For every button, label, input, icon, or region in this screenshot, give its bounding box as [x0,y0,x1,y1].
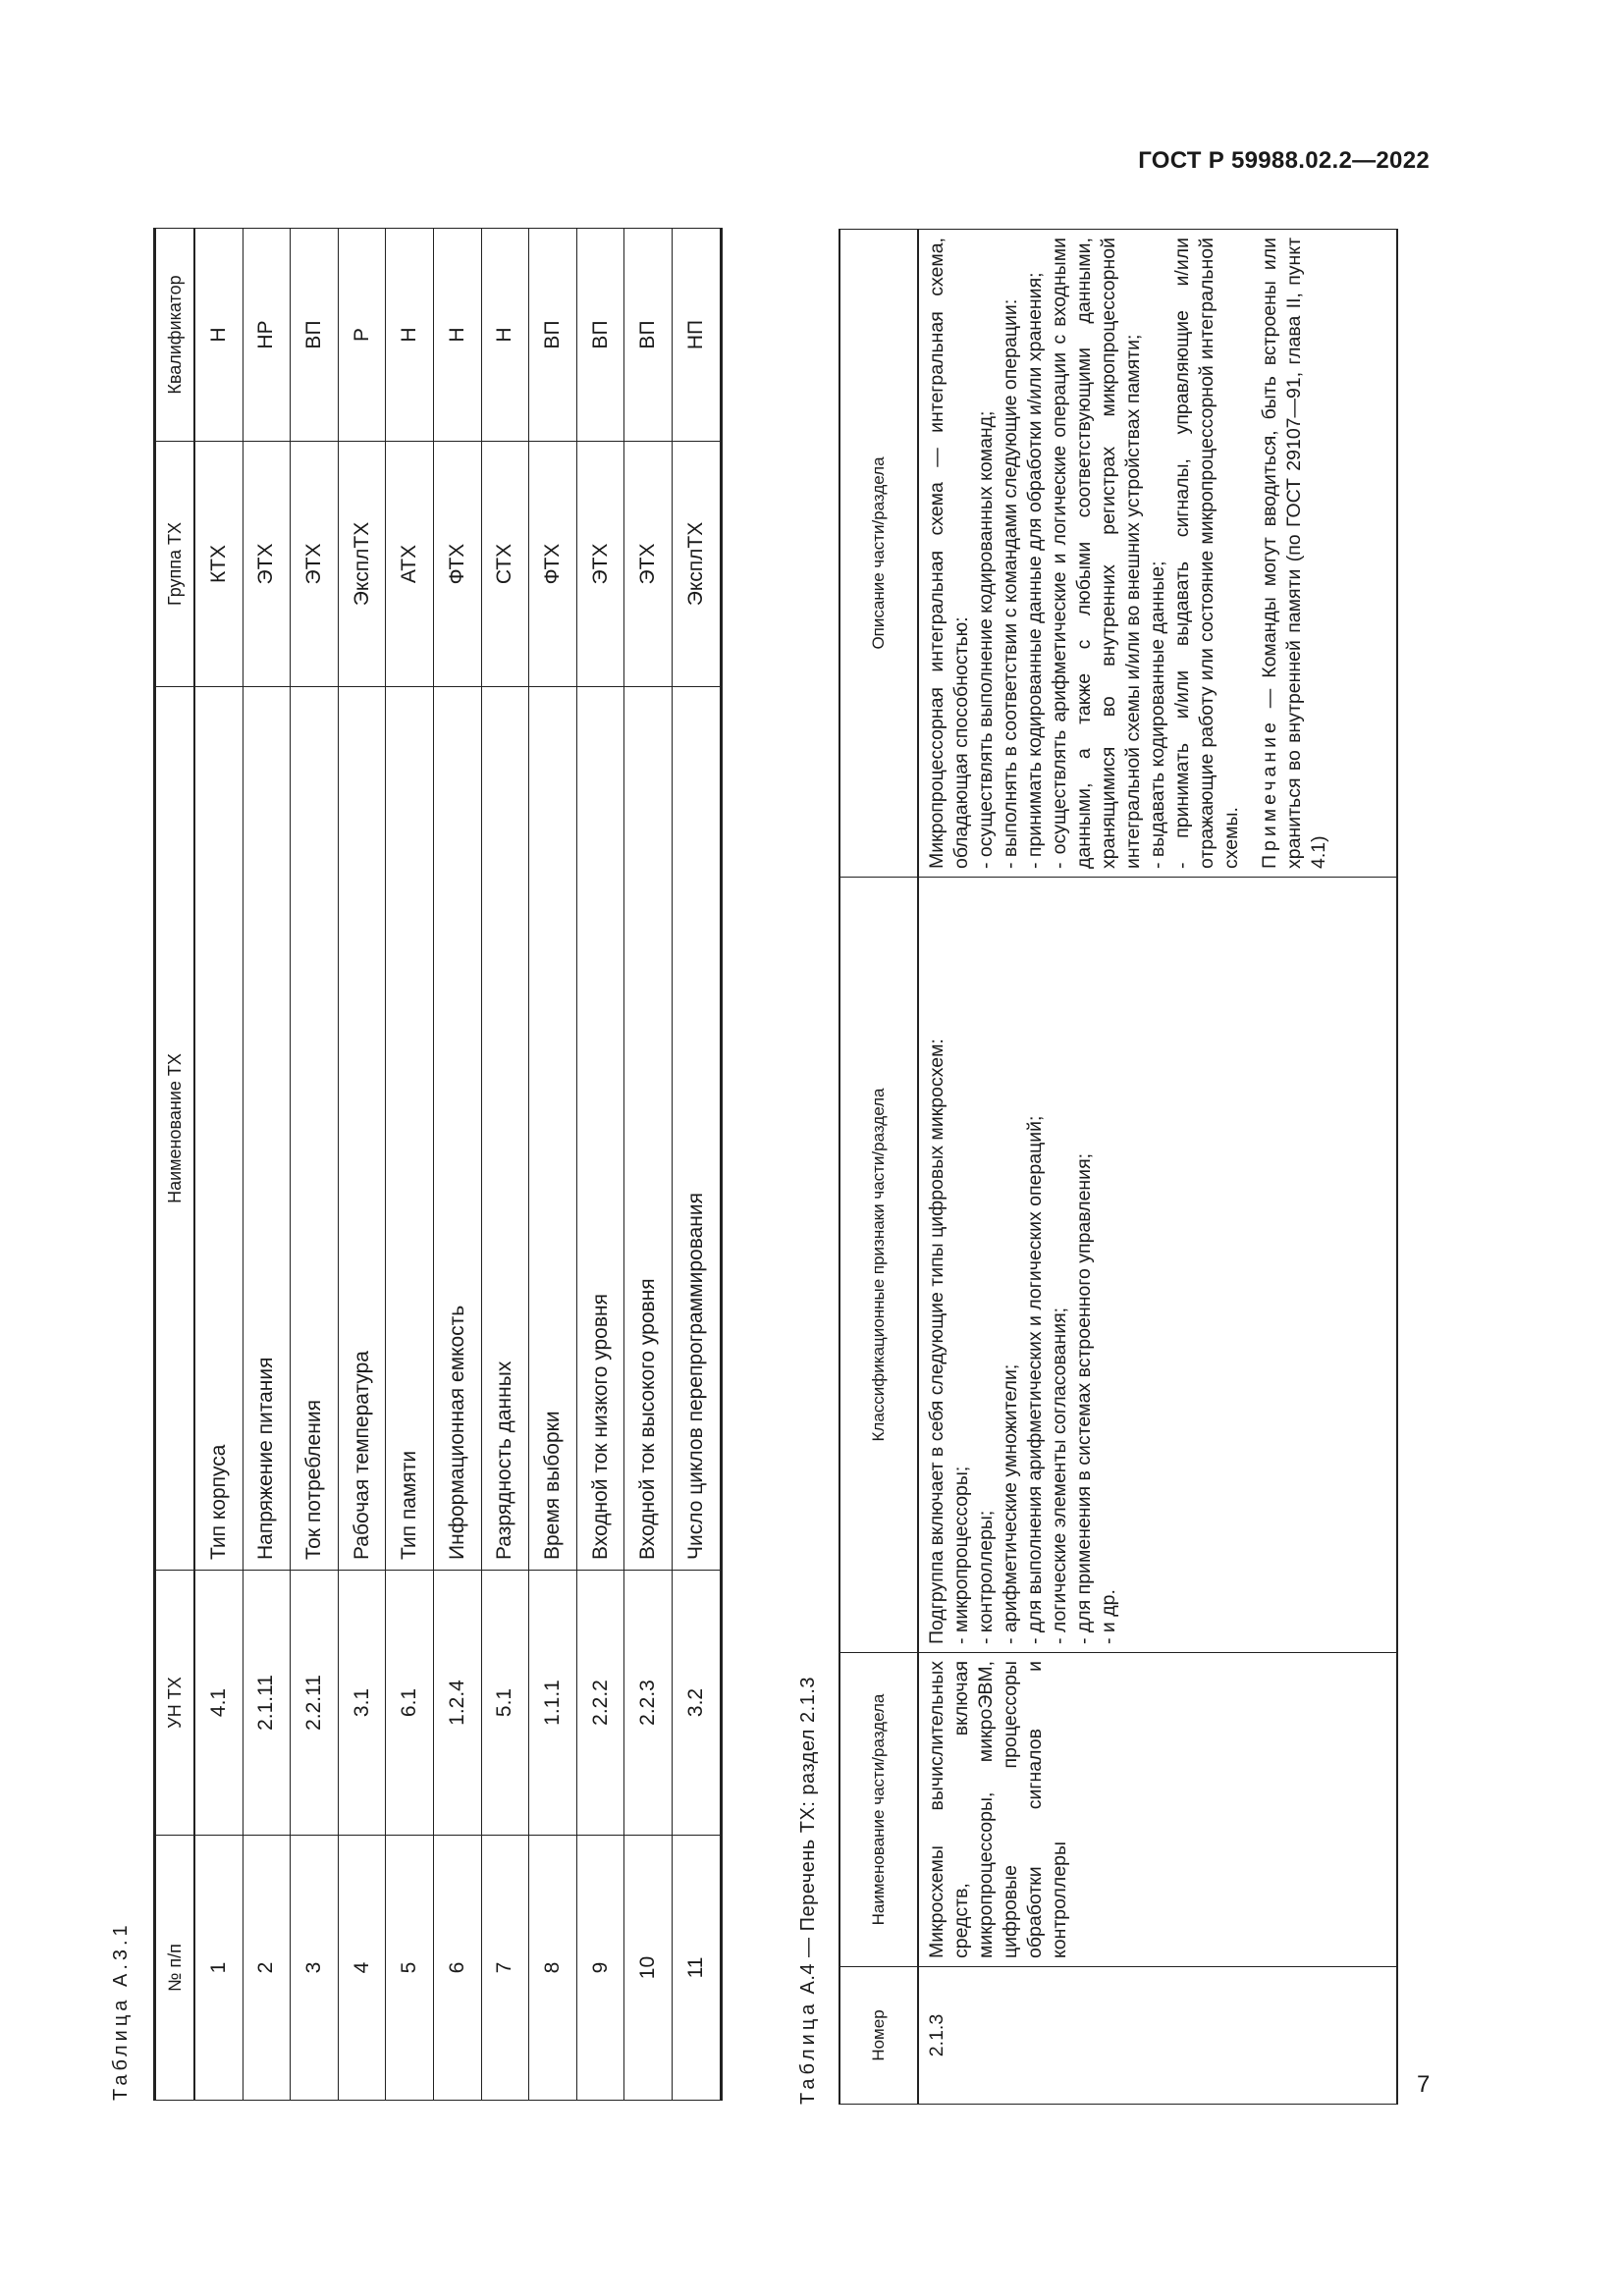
table-a4-block [797,227,1426,2105]
note-label: Примечание [1259,719,1280,869]
col-header-part-name: Наименование части/раздела [839,1653,918,1967]
cell-qualifier: Н [433,229,481,442]
cell-name: Входной ток низкого уровня [576,687,624,1571]
cell-un: 2.2.11 [291,1571,339,1836]
cell-qualifier: Н [481,229,529,442]
cell-qualifier: Н [386,229,434,442]
cell-num: 2 [243,1836,291,2101]
table-a31 [153,228,723,2101]
col-header-description: Описание части/раздела [839,230,918,878]
cell-num: 10 [624,1836,673,2101]
cell-qualifier: НП [672,229,721,442]
col-header-un: УН ТХ [155,1571,195,1836]
table-a4 [839,229,1398,2105]
cell-group: ФТХ [433,442,481,687]
cell-un: 5.1 [481,1571,529,1836]
cell-name: Число циклов перепрограммирования [672,687,721,1571]
cell-num: 6 [433,1836,481,2101]
cell-num: 11 [672,1836,721,2101]
table-a4-caption-word: Таблица [797,2000,819,2105]
description-line: - выполнять в соответствии с командами следующие операции: [1000,298,1021,869]
cell-group: ФТХ [529,442,577,687]
cell-num: 9 [576,1836,624,2101]
cell-qualifier: Р [338,229,386,442]
cell-group: ЭТХ [243,442,291,687]
table-a4-caption [797,1677,820,2105]
table-row [481,229,529,2101]
document-code: ГОСТ Р 59988.02.2—2022 [1138,147,1430,174]
cell-num: 8 [529,1836,577,2101]
cell-num: 7 [481,1836,529,2101]
table-row [529,229,577,2101]
note-text: — Команды могут вводиться, быть встроены или храниться во внутренней памяти (по ГОСТ 29107—91, глава II, пункт 4.1) [1259,238,1329,869]
cell-qualifier: ВП [529,229,577,442]
feature-line: Подгруппа включает в себя следующие типы цифровых микросхем: [926,1039,947,1644]
table-row [243,229,291,2101]
cell-num: 4 [338,1836,386,2101]
description-line: - осуществлять арифметические и логические операции с входными данными, а также с любыми соответствующими данными, хранящимися во внутренних регистрах микропроцессорной интегральной схемы и/или во внешних устройствах памяти; [1049,238,1144,869]
col-header-group: Группа ТХ [155,442,195,687]
col-header-name: Наименование ТХ [155,687,195,1571]
cell-qualifier: Н [194,229,243,442]
cell-num: 3 [291,1836,339,2101]
cell-features [918,878,1397,1653]
table-row [291,229,339,2101]
cell-group: КТХ [194,442,243,687]
cell-qualifier: ВП [624,229,673,442]
cell-name: Информационная емкость [433,687,481,1571]
cell-group: ЭксплТХ [338,442,386,687]
description-line: - принимать и/или выдавать сигналы, управляющие и/или отражающие работу или состояние микропроцессорной интегральной схемы. [1171,238,1242,869]
cell-name: Тип памяти [386,687,434,1571]
table-row [672,229,721,2101]
table-row [194,229,243,2101]
cell-num: 5 [386,1836,434,2101]
cell-name: Разрядность данных [481,687,529,1571]
cell-qualifier: ВП [576,229,624,442]
table-a31-header-row [155,229,195,2101]
cell-name: Тип корпуса [194,687,243,1571]
table-a4-header-row [839,230,918,2105]
description-line: - принимать кодированные данные для обработки и/или хранения; [1024,272,1046,869]
note [1258,238,1331,869]
table-row [918,230,1397,2105]
cell-un: 1.1.1 [529,1571,577,1836]
cell-group: СТХ [481,442,529,687]
cell-un: 4.1 [194,1571,243,1836]
col-header-features: Классификационные признаки части/раздела [839,878,918,1653]
description-line: Микропроцессорная интегральная схема — интегральная схема, обладающая способностью: [926,238,972,869]
cell-un: 3.1 [338,1571,386,1836]
col-header-qualifier: Квалификатор [155,229,195,442]
feature-line: - микропроцессоры; [950,1466,972,1644]
table-a4-caption-rest: А.4 — Перечень ТХ: раздел 2.1.3 [797,1676,819,1995]
col-header-num: № п/п [155,1836,195,2101]
cell-name: Входной ток высокого уровня [624,687,673,1571]
feature-line: - логические элементы согласования; [1049,1307,1070,1644]
cell-qualifier: ВП [291,229,339,442]
cell-group: АТХ [386,442,434,687]
table-a31-caption: Таблица А.3.1 [110,1921,132,2101]
cell-name: Ток потребления [291,687,339,1571]
cell-un: 2.2.3 [624,1571,673,1836]
table-a31-block [110,226,748,2101]
cell-group: ЭТХ [624,442,673,687]
cell-un: 3.2 [672,1571,721,1836]
cell-group: ЭТХ [291,442,339,687]
table-row [386,229,434,2101]
cell-name: Время выборки [529,687,577,1571]
cell-num: 1 [194,1836,243,2101]
cell-name: Рабочая температура [338,687,386,1571]
description-list [925,238,1244,869]
table-row [624,229,673,2101]
cell-part-name: Микросхемы вычислительных средств, включая микропроцессоры, микроЭВМ, цифровые процессоры обработки сигналов и контроллеры [918,1653,1397,1967]
cell-name: Напряжение питания [243,687,291,1571]
table-row [338,229,386,2101]
feature-line: - для выполнения арифметических и логических операций; [1024,1115,1046,1644]
cell-number: 2.1.3 [918,1967,1397,2105]
feature-line: - для применения в системах встроенного управления; [1073,1152,1095,1644]
cell-un: 1.2.4 [433,1571,481,1836]
table-row [433,229,481,2101]
cell-description [918,230,1397,878]
cell-un: 2.1.11 [243,1571,291,1836]
feature-line: - арифметические умножители; [1000,1363,1021,1644]
table-row [576,229,624,2101]
cell-qualifier: НР [243,229,291,442]
description-line: - выдавать кодированные данные; [1147,561,1168,869]
cell-group: ЭТХ [576,442,624,687]
cell-un: 2.2.2 [576,1571,624,1836]
description-line: - осуществлять выполнение кодированных команд; [975,410,997,869]
cell-un: 6.1 [386,1571,434,1836]
feature-line: - и др. [1098,1589,1119,1644]
cell-group: ЭксплТХ [672,442,721,687]
col-header-number: Номер [839,1967,918,2105]
feature-line: - контроллеры; [975,1510,997,1644]
page-number: 7 [1417,2071,1431,2098]
